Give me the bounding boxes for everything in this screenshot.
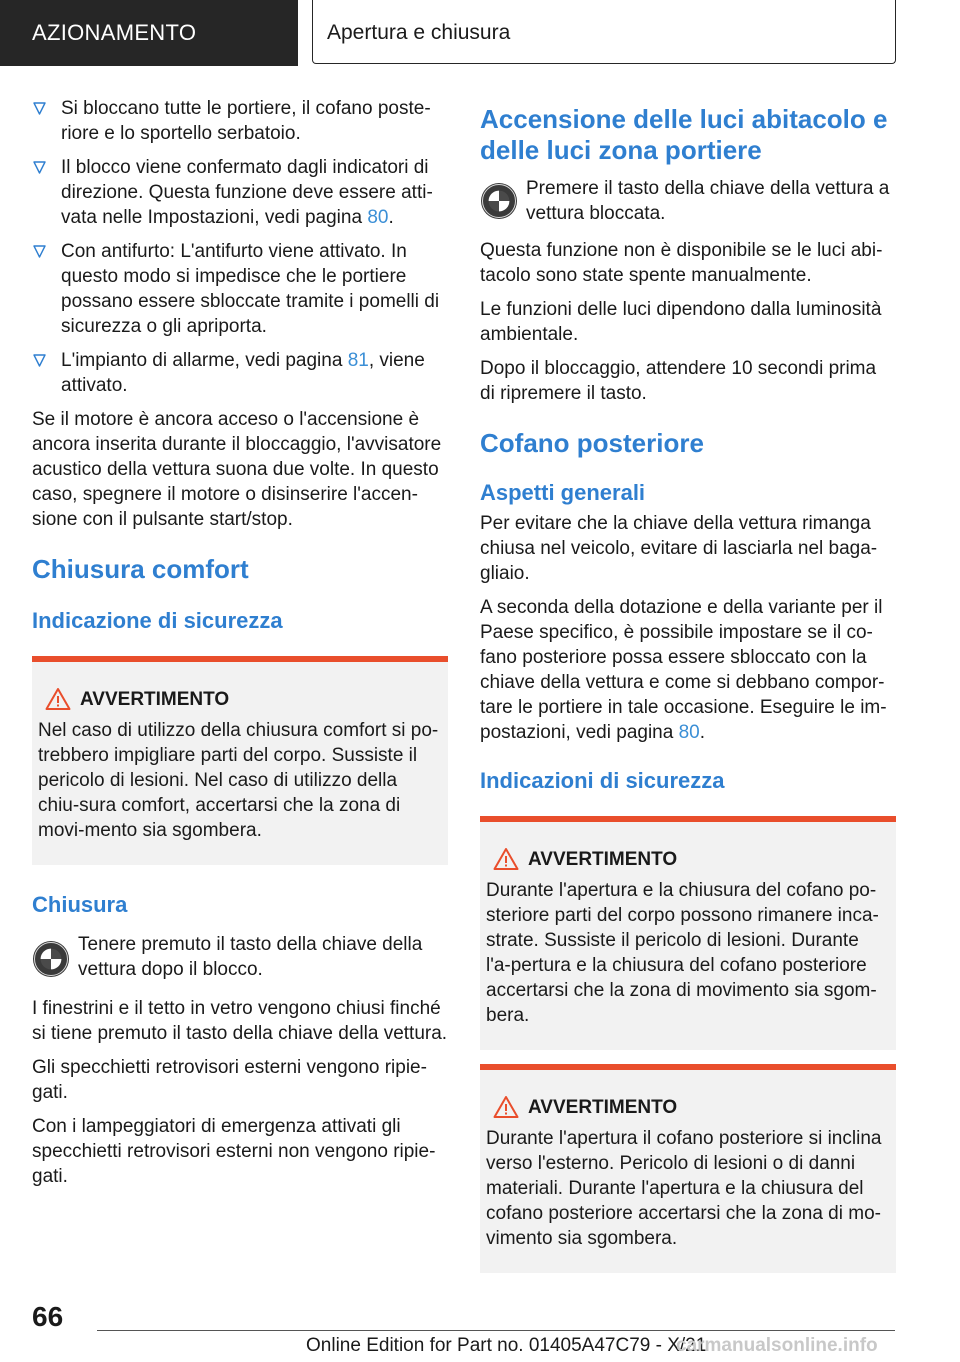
left-column [32,96,448,1198]
triangle-bullet-icon [33,245,46,258]
warning-triangle-icon [493,847,519,871]
bmw-key-button-icon [32,940,70,978]
heading-safety-notes: Indicazioni di sicurezza [480,768,725,793]
edition-note: Online Edition for Part no. 01405A47C79 - X/21 [306,1335,707,1356]
key-instruction-text: Tenere premuto il tasto della chiave della vettura dopo il blocco. [78,934,423,980]
lock-effects-list [32,96,448,398]
hazard-paragraph: Con i lampeggiatori di emergenza attivati gli specchietti retrovisori esterni non vengono ripie-gati. [32,1116,436,1187]
warning-box [480,1064,896,1273]
warning-text: Nel caso di utilizzo della chiusura comfort si po-trebbero impigliare parti del corpo. Sussiste il pericolo di lesioni. Nel caso di utilizzo della chiu-sura comfort, accertarsi che la zona di movi-mento sia sgombera. [38,720,439,841]
mirrors-paragraph: Gli specchietti retrovisori esterni vengono ripie-gati. [32,1057,427,1103]
warning-title-text: AVVERTIMENTO [528,1097,678,1118]
warning-title-text: AVVERTIMENTO [80,689,230,710]
warning-box [480,816,896,1050]
page-link-80[interactable]: 80 [678,722,700,743]
bullet-text: Con antifurto: L'antifurto viene attivato. In questo modo si impedisce che le portiere possano essere sbloccate tramite i pomelli di sicurezza o gli apriporta. [61,241,440,337]
brightness-paragraph: Le funzioni delle luci dipendono dalla luminosità ambientale. [480,299,882,345]
equipment-paragraph [480,595,896,745]
warning-title [38,686,440,714]
warning-title-text: AVVERTIMENTO [528,849,678,870]
watermark: carmanualsonline.info [676,1335,878,1356]
key-inside-paragraph: Per evitare che la chiave della vettura rimanga chiusa nel veicolo, evitare di lasciarla nel baga-gliaio. [480,513,878,584]
list-item [32,155,448,230]
section-title: AZIONAMENTO [0,0,298,66]
bullet-text: L'impianto di allarme, vedi pagina [61,350,343,371]
heading-tailgate: Cofano posteriore [480,428,704,458]
chapter-title: Apertura e chiusura [312,0,896,64]
page-link-80[interactable]: 80 [367,207,389,228]
warning-triangle-icon [493,1095,519,1119]
warning-title [486,846,888,874]
footer-divider [97,1330,895,1331]
key-instruction [480,176,896,226]
key-instruction-text: Premere il tasto della chiave della vettura a vettura bloccata. [526,178,890,224]
bullet-text: Si bloccano tutte le portiere, il cofano poste-riore e lo sportello serbatoio. [61,98,431,144]
right-column [480,104,896,1273]
triangle-bullet-icon [33,354,46,367]
heading-general: Aspetti generali [480,480,646,505]
bullet-text-end: . [388,207,394,228]
engine-paragraph: Se il motore è ancora acceso o l'accensione è ancora inserita durante il bloccaggio, l'avvisatore acustico della vettura suona due volte. In questo caso, spegnere il motore o disinserire l'accen-sione con il pulsante start/stop. [32,409,442,530]
page-link-81[interactable]: 81 [347,350,369,371]
warning-title [486,1094,888,1122]
heading-closing: Chiusura [32,892,128,917]
page-header [0,0,960,66]
triangle-bullet-icon [33,102,46,115]
bmw-key-button-icon [480,182,518,220]
bullet-text: Il blocco viene confermato dagli indicatori di direzione. Questa funzione deve essere atti-vata nelle Impostazioni, vedi pagina [61,157,433,228]
list-item [32,348,448,398]
unavailable-paragraph: Questa funzione non è disponibile se le luci abi-tacolo sono state spente manualmente. [480,240,883,286]
warning-triangle-icon [45,687,71,711]
warning-box [32,656,448,865]
warning-text: Durante l'apertura il cofano posteriore si inclina verso l'esterno. Pericolo di lesioni o di danni materiali. Durante l'apertura e la chiusura del cofano posteriore accertarsi che la zona di mo-vimento sia sgombera. [486,1128,882,1249]
warning-text: Durante l'apertura e la chiusura del cofano po-steriore parti del corpo possono rimanere inca-strate. Sussiste il pericolo di lesioni. Durante l'a-pertura e la chiusura del cofano posteriore accertarsi che la zona di movimento sia sgom-bera. [486,880,879,1026]
windows-paragraph: I finestrini e il tetto in vetro vengono chiusi finché si tiene premuto il tasto della chiave della vettura. [32,998,448,1044]
triangle-bullet-icon [33,161,46,174]
equipment-text: A seconda della dotazione e della variante per il Paese specifico, è possibile impostare se il co-fano posteriore possa essere sbloccato con la chiave della vettura e come si debbano compor-tare le portiere in tale occasione. Eseguire le im-postazioni, vedi pagina [480,597,887,743]
heading-interior-lights: Accensione delle luci abitacolo e delle luci zona portiere [480,104,888,165]
equipment-text-end: . [699,722,706,743]
page-number: 66 [32,1301,64,1332]
bullet-text-end: , viene attivato. [61,350,425,396]
heading-comfort-closing: Chiusura comfort [32,554,249,584]
list-item [32,239,448,339]
list-item [32,96,448,146]
wait-paragraph: Dopo il bloccaggio, attendere 10 secondi prima di ripremere il tasto. [480,358,877,404]
heading-safety-note: Indicazione di sicurezza [32,608,283,633]
key-instruction [32,932,448,982]
